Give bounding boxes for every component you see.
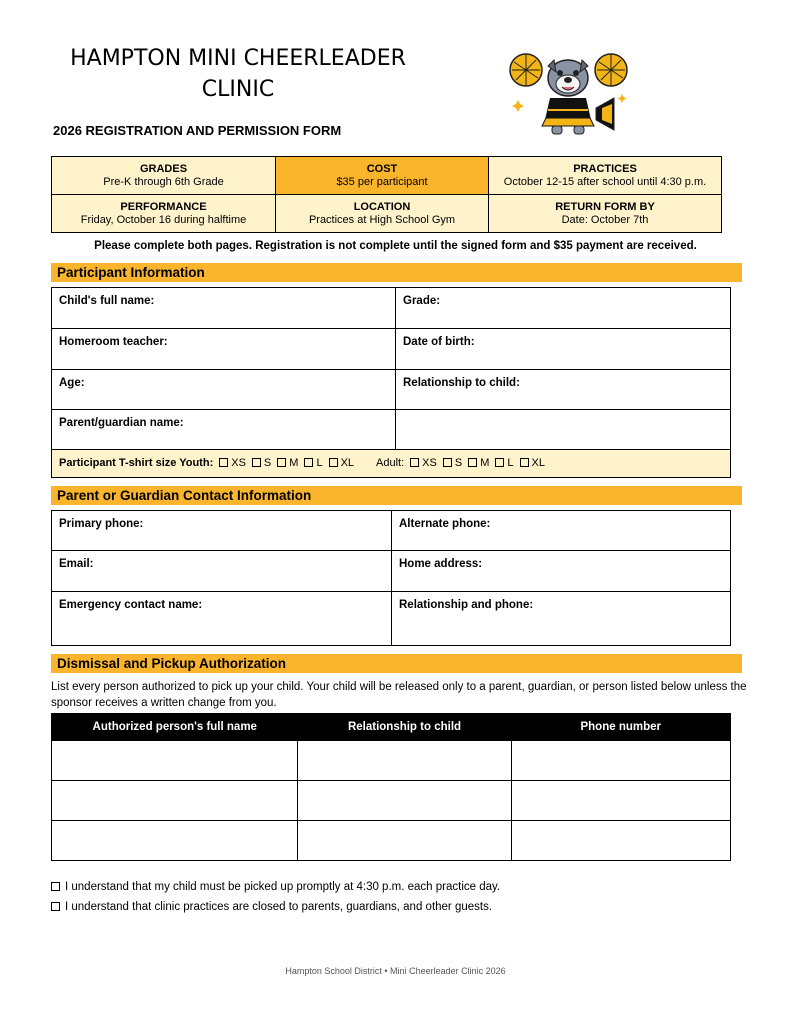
checkbox-icon xyxy=(51,902,60,911)
adult-size-s[interactable] xyxy=(443,457,462,477)
size-label: M xyxy=(289,457,299,469)
bulldog-body xyxy=(542,98,594,134)
relationship-field[interactable]: Relationship to child: xyxy=(403,377,520,389)
adult-size-xl[interactable] xyxy=(520,457,545,477)
bulldog-cheerleader-mascot xyxy=(508,48,630,136)
phone-cell[interactable] xyxy=(512,741,731,781)
size-label: XS xyxy=(422,457,437,469)
empty-cell[interactable] xyxy=(396,410,730,449)
name-cell[interactable] xyxy=(52,741,298,781)
page-footer: Hampton School District • Mini Cheerleader Clinic 2026 xyxy=(285,966,506,976)
grade-field[interactable]: Grade: xyxy=(403,295,441,307)
name-cell[interactable] xyxy=(52,781,298,821)
info-label: PRACTICES xyxy=(573,163,637,175)
checkbox-icon xyxy=(520,458,529,467)
info-label: PERFORMANCE xyxy=(120,201,207,213)
size-label: XL xyxy=(531,457,545,469)
left-pompom xyxy=(510,54,542,86)
relationship-cell[interactable] xyxy=(298,821,512,861)
youth-size-m[interactable] xyxy=(277,457,298,477)
info-return-by xyxy=(489,195,721,232)
info-cost xyxy=(276,157,489,195)
checkbox-icon xyxy=(495,458,504,467)
completion-notice: Please complete both pages. Registration is not complete until the signed form and $35 payment are received. xyxy=(94,240,697,252)
info-practices xyxy=(489,157,721,195)
column-header: Relationship to child xyxy=(298,714,512,741)
size-label: XS xyxy=(231,457,246,469)
checkbox-icon xyxy=(51,882,60,891)
checkbox-icon xyxy=(277,458,286,467)
info-label: GRADES xyxy=(139,163,188,175)
checkbox-icon xyxy=(443,458,452,467)
relationship-cell[interactable] xyxy=(298,741,512,781)
table-header-row xyxy=(52,714,731,741)
info-value: Date: October 7th xyxy=(561,214,649,226)
youth-size-l[interactable] xyxy=(304,457,322,477)
checkbox-label: I understand that clinic practices are closed to parents, guardians, and other guests. xyxy=(65,901,493,913)
info-location xyxy=(276,195,489,232)
homeroom-teacher-field[interactable]: Homeroom teacher: xyxy=(52,329,396,369)
info-grades xyxy=(52,157,276,195)
dismissal-instructions: List every person authorized to pick up your child. Your child will be released only to a parent, guardian, or person listed below unless the sponsor receives a written change from you. xyxy=(51,681,747,709)
right-pompom xyxy=(595,54,627,86)
size-label: M xyxy=(480,457,490,469)
phone-cell[interactable] xyxy=(512,821,731,861)
alternate-phone-field[interactable]: Alternate phone: xyxy=(399,518,491,530)
size-label: XL xyxy=(340,457,355,469)
info-value: Friday, October 16 during halftime xyxy=(80,214,247,226)
checkbox-icon xyxy=(468,458,477,467)
column-header: Authorized person's full name xyxy=(52,714,298,741)
parent-guardian-name-field[interactable]: Parent/guardian name: xyxy=(52,410,396,449)
page-title: HAMPTON MINI CHEERLEADER CLINIC xyxy=(70,46,406,102)
table-row xyxy=(52,781,731,821)
name-cell[interactable] xyxy=(52,821,298,861)
email-field[interactable]: Email: xyxy=(52,551,392,591)
relationship-cell[interactable] xyxy=(298,781,512,821)
tshirt-size-label: Participant T-shirt size Youth: xyxy=(59,457,214,469)
info-value: Practices at High School Gym xyxy=(308,214,456,226)
info-label: LOCATION xyxy=(353,201,411,213)
table-row xyxy=(52,592,730,645)
table-row xyxy=(52,410,730,450)
info-performance xyxy=(52,195,276,232)
info-value: $35 per participant xyxy=(336,176,428,188)
table-row xyxy=(52,511,730,551)
relationship-phone-field[interactable]: Relationship and phone: xyxy=(399,599,534,611)
info-value: Pre-K through 6th Grade xyxy=(103,176,224,188)
participant-section-heading: Participant Information xyxy=(51,263,742,282)
column-header: Phone number xyxy=(512,714,731,741)
megaphone-icon xyxy=(596,98,614,130)
contact-section-heading: Parent or Guardian Contact Information xyxy=(51,486,742,505)
size-label: L xyxy=(316,457,323,469)
info-label: COST xyxy=(366,163,398,175)
size-label: L xyxy=(507,457,514,469)
pickup-acknowledgement-checkbox[interactable] xyxy=(51,881,500,893)
checkbox-icon xyxy=(329,458,338,467)
closed-practice-acknowledgement-checkbox[interactable] xyxy=(51,901,492,913)
phone-cell[interactable] xyxy=(512,781,731,821)
table-row xyxy=(52,288,730,329)
age-field[interactable]: Age: xyxy=(52,370,396,409)
youth-size-xs[interactable] xyxy=(219,457,246,477)
dismissal-section-heading: Dismissal and Pickup Authorization xyxy=(51,654,742,673)
checkbox-icon xyxy=(252,458,261,467)
pickup-authorization-table xyxy=(51,713,731,861)
adult-size-m[interactable] xyxy=(468,457,489,477)
checkbox-icon xyxy=(304,458,313,467)
table-row xyxy=(52,370,730,410)
checkbox-icon xyxy=(219,458,228,467)
emergency-contact-field[interactable]: Emergency contact name: xyxy=(52,592,392,645)
info-label: RETURN FORM BY xyxy=(555,201,655,213)
primary-phone-field[interactable]: Primary phone: xyxy=(52,511,392,550)
info-value: October 12-15 after school until 4:30 p.m. xyxy=(503,176,707,188)
contact-table xyxy=(51,510,731,646)
adult-size-xs[interactable] xyxy=(410,457,437,477)
size-label: S xyxy=(263,457,272,469)
date-of-birth-field[interactable]: Date of birth: xyxy=(403,336,475,348)
participant-table xyxy=(51,287,731,478)
size-label: S xyxy=(454,457,463,469)
youth-size-xl[interactable] xyxy=(329,457,354,477)
table-row xyxy=(52,329,730,370)
youth-size-s[interactable] xyxy=(252,457,271,477)
tshirt-size-row xyxy=(52,450,730,477)
table-row xyxy=(52,551,730,592)
childs-name-field[interactable]: Child's full name: xyxy=(52,288,396,328)
adult-size-label: Adult: xyxy=(376,457,405,469)
bulldog-head xyxy=(548,60,588,96)
table-row xyxy=(52,821,731,861)
adult-size-l[interactable] xyxy=(495,457,513,477)
home-address-field[interactable]: Home address: xyxy=(399,558,483,570)
form-subtitle: 2026 REGISTRATION AND PERMISSION FORM xyxy=(53,123,342,138)
table-row xyxy=(52,741,731,781)
checkbox-label: I understand that my child must be picked up promptly at 4:30 p.m. each practice day. xyxy=(65,881,501,893)
checkbox-icon xyxy=(410,458,419,467)
clinic-info-grid xyxy=(51,156,722,233)
